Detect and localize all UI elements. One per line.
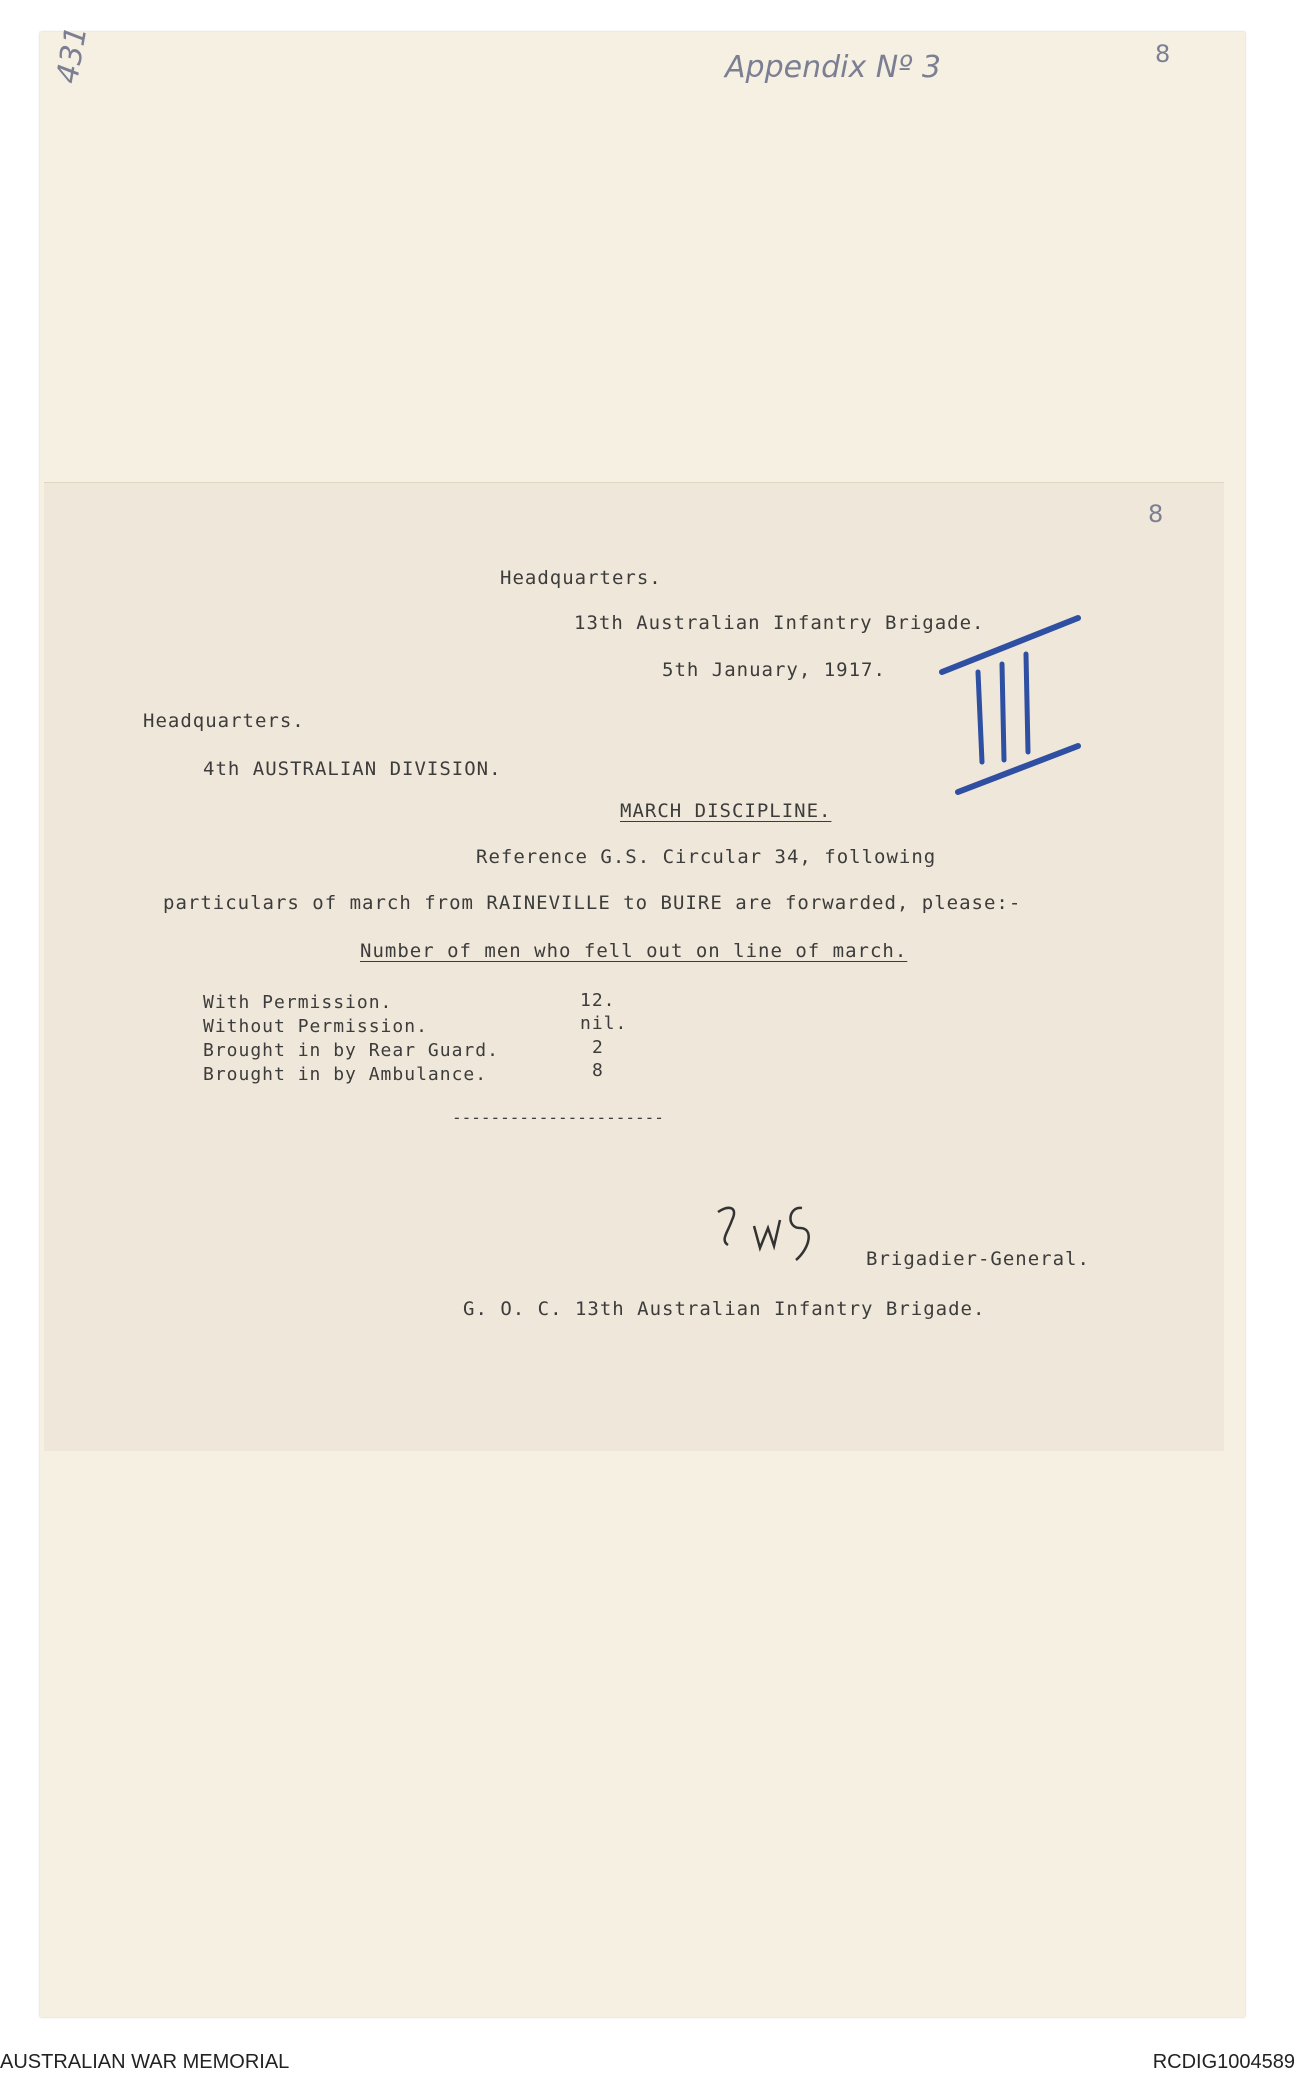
appendix-label: Appendix Nº 3 — [725, 50, 941, 85]
blue-pencil-mark — [938, 612, 1088, 802]
row-label: Brought in by Rear Guard. — [203, 1040, 499, 1061]
sender-headquarters: Headquarters. — [500, 567, 662, 589]
handwritten-signature — [710, 1190, 830, 1270]
page-number-top: 8 — [1155, 40, 1171, 68]
row-label: Without Permission. — [203, 1016, 428, 1037]
body-line-2: particulars of march from RAINEVILLE to BUIRE are forwarded, please:- — [163, 892, 1022, 914]
row-label: Brought in by Ambulance. — [203, 1064, 488, 1085]
table-heading: Number of men who fell out on line of march. — [360, 940, 908, 962]
recipient-unit: 4th AUSTRALIAN DIVISION. — [203, 758, 502, 780]
body-line-1: Reference G.S. Circular 34, following — [476, 846, 937, 868]
footer-credit: AUSTRALIAN WAR MEMORIAL — [0, 2051, 290, 2073]
page-number-inner: 8 — [1148, 500, 1164, 528]
separator-line: ---------------------- — [452, 1108, 664, 1127]
row-value: 8 — [592, 1060, 604, 1081]
recipient-headquarters: Headquarters. — [143, 710, 305, 732]
letter-subject: MARCH DISCIPLINE. — [620, 800, 832, 822]
row-value: nil. — [580, 1013, 628, 1034]
sender-unit: 13th Australian Infantry Brigade. — [574, 612, 985, 634]
row-value: 2 — [592, 1037, 604, 1058]
folio-number: 431 — [50, 23, 95, 87]
letter-date: 5th January, 1917. — [662, 659, 886, 681]
signature-role: G. O. C. 13th Australian Infantry Brigade. — [463, 1298, 986, 1320]
row-label: With Permission. — [203, 992, 393, 1013]
row-value: 12. — [580, 990, 616, 1011]
footer-image-id: RCDIG1004589 — [1152, 2051, 1295, 2073]
signature-title: Brigadier-General. — [866, 1248, 1090, 1270]
